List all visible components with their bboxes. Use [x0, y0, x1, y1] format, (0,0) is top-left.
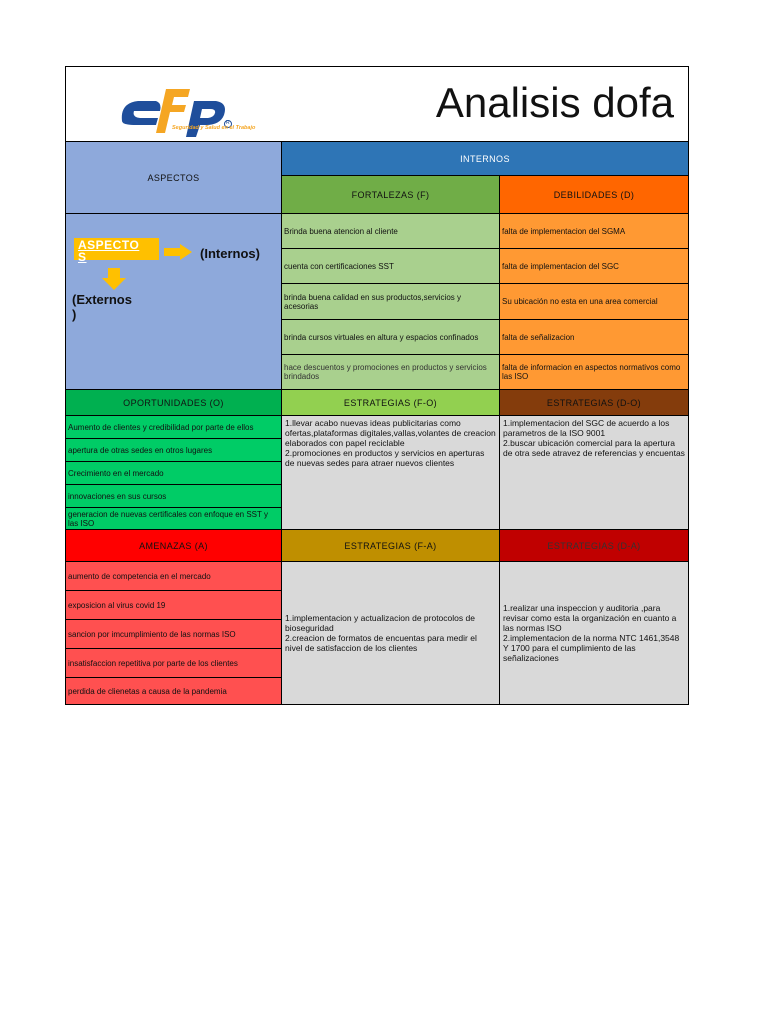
internos-label: (Internos) — [200, 246, 260, 261]
fa-strategy-header: ESTRATEGIAS (F-A) — [281, 529, 499, 561]
oportunidad-item: apertura de otras sedes en otros lugares — [66, 438, 281, 461]
debilidad-item: falta de implementacion del SGC — [499, 248, 688, 283]
amenaza-item: perdida de clienetas a causa de la pandemia — [66, 677, 281, 704]
oportunidad-item: innovaciones en sus cursos — [66, 484, 281, 507]
do-strategy-header: ESTRATEGIAS (D-O) — [499, 389, 688, 415]
company-logo — [116, 81, 296, 137]
do-strategy-text: 1.implementacion del SGC de acuerdo a los parametros de la ISO 9001 2.buscar ubicación comercial para la apertura de otra sede atravez de referencias y encuentas — [499, 415, 688, 529]
externos-label: (Externos ) — [72, 292, 132, 322]
fortaleza-item: Brinda buena atencion al cliente — [281, 213, 499, 248]
amenaza-item: insatisfaccion repetitiva por parte de los clientes — [66, 648, 281, 677]
amenaza-item: exposicion al virus covid 19 — [66, 590, 281, 619]
fortaleza-item: brinda cursos virtuales en altura y espacios confinados — [281, 319, 499, 354]
oportunidad-item: Crecimiento en el mercado — [66, 461, 281, 484]
fa-strategy-text: 1.implementacion y actualizacion de protocolos de bioseguridad 2.creacion de formatos de encuentas para medir el nivel de satisfaccion de los clientes — [281, 561, 499, 704]
debilidad-item: falta de señalizacion — [499, 319, 688, 354]
aspectos-diagram — [66, 213, 281, 389]
fortaleza-item: cuenta con certificaciones SST — [281, 248, 499, 283]
da-strategy-text: 1.realizar una inspeccion y auditoria ,para revisar como esta la organización en cuanto a las normas ISO 2.implementacion de la norma NTC 1461,3548 Y 1700 para el cumplimiento de las señalizaciones — [499, 561, 688, 704]
fo-strategy-header: ESTRATEGIAS (F-O) — [281, 389, 499, 415]
dofa-sheet — [65, 66, 689, 705]
fortaleza-item: hace descuentos y promociones en productos y servicios brindados — [281, 354, 499, 389]
oportunidad-item: Aumento de clientes y credibilidad por parte de ellos — [66, 415, 281, 438]
debilidad-item: falta de informacion en aspectos normativos como las ISO — [499, 354, 688, 389]
fortalezas-header: FORTALEZAS (F) — [281, 175, 499, 213]
amenaza-item: sancion por imcumplimiento de las normas ISO — [66, 619, 281, 648]
fortaleza-item: brinda buena calidad en sus productos,servicios y acesorias — [281, 283, 499, 319]
arrow-right-icon — [164, 244, 192, 260]
header-row — [66, 67, 688, 141]
debilidades-header: DEBILIDADES (D) — [499, 175, 688, 213]
fo-strategy-text: 1.llevar acabo nuevas ideas publicitarias como ofertas,plataformas digitales,vallas,volantes de creacion elaborados con papel reciclable 2.promociones en productos y servicios en aperturas de nuevas sedes para atraer nuevos clientes — [281, 415, 499, 529]
da-strategy-header: ESTRATEGIAS (D-A) — [499, 529, 688, 561]
aspectos-box: ASPECTO S — [74, 238, 159, 260]
debilidad-item: Su ubicación no esta en una area comercial — [499, 283, 688, 319]
arrow-down-icon — [102, 268, 126, 290]
logo-registered-mark: R — [226, 120, 230, 126]
amenaza-item: aumento de competencia en el mercado — [66, 561, 281, 590]
page-title: Analisis dofa — [435, 79, 674, 126]
oportunidades-header: OPORTUNIDADES (O) — [66, 389, 281, 415]
aspectos-header: ASPECTOS — [66, 141, 281, 213]
logo-tagline: Seguridad y Salud en el Trabajo — [172, 125, 256, 131]
internos-header: INTERNOS — [281, 141, 688, 175]
oportunidad-item: generacion de nuevas certificales con enfoque en SST y las ISO — [66, 507, 281, 529]
debilidad-item: falta de implementacion del SGMA — [499, 213, 688, 248]
amenazas-header: AMENAZAS (A) — [66, 529, 281, 561]
